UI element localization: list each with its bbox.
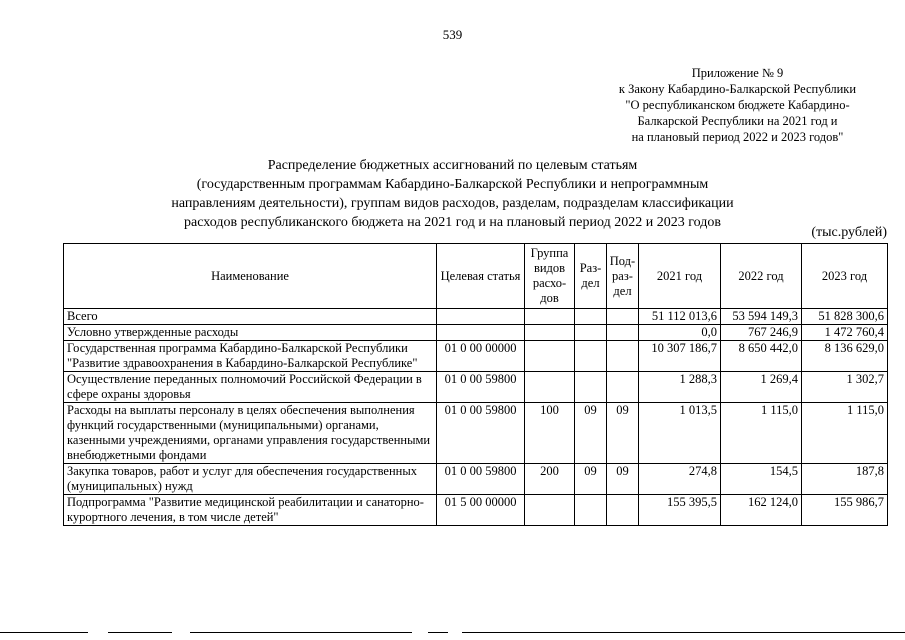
cell-2021: 1 288,3 [639,372,721,403]
cell-subsection: 09 [607,403,639,464]
cell-group [525,495,575,526]
cell-2021: 1 013,5 [639,403,721,464]
cell-2022: 767 246,9 [721,325,802,341]
document-title [120,156,785,232]
cell-section [575,325,607,341]
title-line: направлениям деятельности), группам видов расходов, разделам, подразделам классификации [171,196,734,211]
header-2022: 2022 год [721,244,802,309]
cell-2022: 1 269,4 [721,372,802,403]
table-header-row [64,244,888,309]
cell-subsection [607,372,639,403]
cell-group: 200 [525,464,575,495]
budget-table [63,243,888,526]
header-subsection: Под-раз-дел [607,244,639,309]
appendix-line: Приложение № 9 [691,66,784,80]
cell-2022: 162 124,0 [721,495,802,526]
cell-2021: 10 307 186,7 [639,341,721,372]
cell-2022: 8 650 442,0 [721,341,802,372]
cell-section [575,372,607,403]
cell-name: Расходы на выплаты персоналу в целях обеспечения выполнения функций государственными (муниципальными) органами, казенными учреждениями, органами управления государственными внебюджетными фондами [64,403,437,464]
title-line: Распределение бюджетных ассигнований по целевым статьям [267,158,638,173]
cell-2022: 1 115,0 [721,403,802,464]
title-line: расходов республиканского бюджета на 2021 год и на плановый период 2022 и 2023 годов [184,215,721,230]
cell-section [575,309,607,325]
cell-2022: 154,5 [721,464,802,495]
cell-group [525,341,575,372]
cell-2021: 0,0 [639,325,721,341]
table-row [64,325,888,341]
table-body [64,309,888,526]
header-target: Целевая статья [437,244,525,309]
cell-2022: 53 594 149,3 [721,309,802,325]
appendix-line: к Закону Кабардино-Балкарской Республики [618,82,857,96]
cell-2023: 1 115,0 [802,403,888,464]
cell-section [575,341,607,372]
cell-name: Государственная программа Кабардино-Балкарской Республики "Развитие здравоохранения в Кабардино-Балкарской Республике" [64,341,437,372]
header-2023: 2023 год [802,244,888,309]
cell-name: Закупка товаров, работ и услуг для обеспечения государственных (муниципальных) нужд [64,464,437,495]
header-name: Наименование [64,244,437,309]
cell-target: 01 0 00 00000 [437,341,525,372]
title-line: (государственным программам Кабардино-Балкарской Республики и непрограммным [196,177,709,192]
cell-target: 01 0 00 59800 [437,372,525,403]
cell-subsection [607,341,639,372]
cell-2023: 155 986,7 [802,495,888,526]
table-row [64,495,888,526]
cell-group [525,325,575,341]
cell-subsection: 09 [607,464,639,495]
cell-name: Условно утвержденные расходы [64,325,437,341]
cell-group: 100 [525,403,575,464]
units-label: (тыс.рублей) [811,225,887,240]
table-row [64,309,888,325]
cell-2021: 51 112 013,6 [639,309,721,325]
cell-target [437,309,525,325]
footer-rule [462,632,905,633]
cell-group [525,309,575,325]
header-section: Раз-дел [575,244,607,309]
footer-rule [108,632,172,633]
cell-subsection [607,495,639,526]
cell-2021: 274,8 [639,464,721,495]
appendix-line: "О республиканском бюджете Кабардино- [625,98,850,112]
page-number: 539 [442,27,463,42]
cell-group [525,372,575,403]
cell-target: 01 5 00 00000 [437,495,525,526]
footer-rule [428,632,448,633]
table-row [64,464,888,495]
cell-2023: 51 828 300,6 [802,309,888,325]
cell-subsection [607,309,639,325]
table-row [64,372,888,403]
cell-2023: 187,8 [802,464,888,495]
cell-2023: 8 136 629,0 [802,341,888,372]
appendix-line: на плановый период 2022 и 2023 годов" [631,130,844,144]
cell-2023: 1 302,7 [802,372,888,403]
appendix-header [600,65,875,145]
cell-name: Осуществление переданных полномочий Российской Федерации в сфере охраны здоровья [64,372,437,403]
appendix-line: Балкарской Республики на 2021 год и [637,114,838,128]
cell-2021: 155 395,5 [639,495,721,526]
cell-target: 01 0 00 59800 [437,464,525,495]
cell-name: Подпрограмма "Развитие медицинской реабилитации и санаторно-курортного лечения, в том числе детей" [64,495,437,526]
cell-section: 09 [575,403,607,464]
cell-target: 01 0 00 59800 [437,403,525,464]
cell-subsection [607,325,639,341]
table-row [64,403,888,464]
header-group: Группа видов расхо-дов [525,244,575,309]
header-2021: 2021 год [639,244,721,309]
footer-rule [0,632,88,633]
cell-2023: 1 472 760,4 [802,325,888,341]
table-row [64,341,888,372]
cell-section: 09 [575,464,607,495]
cell-name: Всего [64,309,437,325]
cell-section [575,495,607,526]
cell-target [437,325,525,341]
footer-rule [190,632,412,633]
